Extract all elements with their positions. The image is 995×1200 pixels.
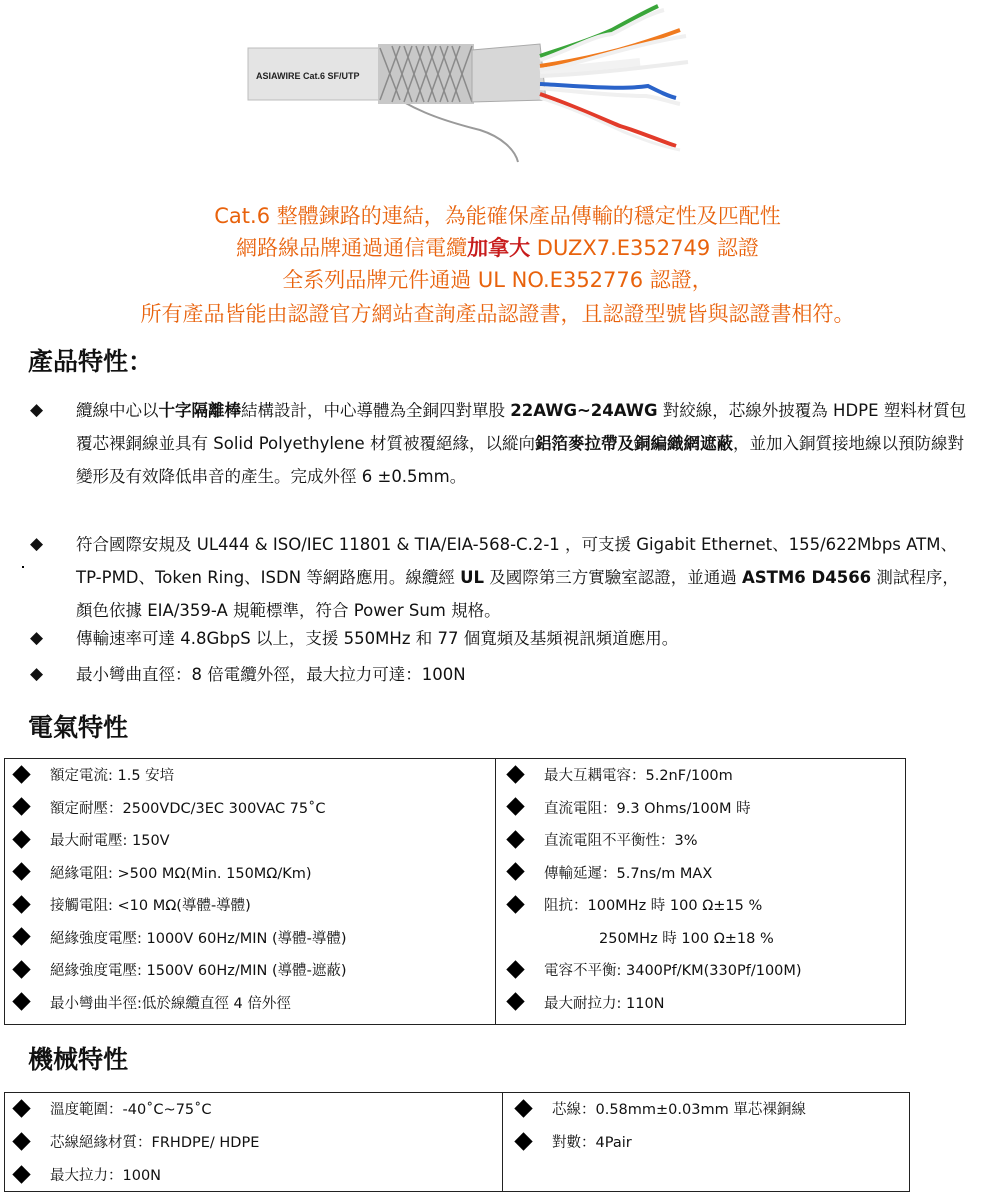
spec-row bbox=[503, 794, 751, 824]
spec-text: 額定耐壓：2500VDC/3EC 300VAC 75˚C bbox=[50, 800, 326, 817]
bullet-diamond-icon bbox=[12, 830, 30, 848]
bullet-diamond-icon bbox=[12, 797, 30, 815]
spec-row bbox=[503, 826, 698, 856]
spec-row bbox=[9, 924, 347, 954]
bullet-diamond-icon: ◆ bbox=[30, 400, 44, 420]
bullet-diamond-icon bbox=[12, 1099, 30, 1117]
spec-row bbox=[503, 989, 665, 1019]
feature-text bbox=[76, 622, 970, 655]
mechanical-heading: 機械特性 bbox=[28, 1045, 129, 1074]
bullet-diamond-icon bbox=[12, 1132, 30, 1150]
feature-item bbox=[30, 528, 970, 627]
spec-row bbox=[503, 891, 762, 921]
cert-line-2: 網路線品牌通過通信電纜加拿大 DUZX7.E352749 認證 bbox=[236, 236, 759, 260]
cable-jacket-label: ASIAWIRE Cat.6 SF/UTP bbox=[256, 71, 360, 81]
features-heading: 產品特性： bbox=[28, 347, 154, 376]
spec-text: 直流電阻不平衡性：3% bbox=[544, 833, 698, 849]
feature-item bbox=[30, 394, 970, 493]
bullet-diamond-icon bbox=[12, 862, 30, 880]
feature-text bbox=[76, 394, 970, 493]
bullet-diamond-icon bbox=[12, 765, 30, 783]
bullet-diamond-icon bbox=[506, 960, 524, 978]
spec-row bbox=[9, 1095, 212, 1125]
bullet-diamond-icon: ◆ bbox=[30, 628, 44, 648]
bullet-diamond-icon bbox=[506, 862, 524, 880]
bullet-diamond-icon bbox=[514, 1099, 532, 1117]
bullet-diamond-icon bbox=[12, 992, 30, 1010]
spec-row bbox=[9, 794, 326, 824]
bullet-diamond-icon bbox=[12, 895, 30, 913]
spec-row bbox=[503, 761, 733, 791]
spec-text: 接觸電阻: <10 MΩ(導體-導體) bbox=[50, 898, 251, 914]
spec-text: 額定電流: 1.5 安培 bbox=[50, 768, 175, 784]
feature-emphasis: 22AWG~24AWG bbox=[510, 401, 658, 420]
feature-text bbox=[76, 528, 970, 627]
electrical-heading: 電氣特性 bbox=[28, 713, 129, 742]
spec-row bbox=[503, 859, 712, 889]
spec-text: 電容不平衡: 3400Pf/KM(330Pf/100M) bbox=[544, 963, 802, 979]
spec-text: 最大互耦電容：5.2nF/100m bbox=[544, 768, 733, 784]
spec-text: 傳輸延遲：5.7ns/m MAX bbox=[544, 865, 713, 882]
bullet-diamond-icon bbox=[506, 797, 524, 815]
spec-row bbox=[511, 1095, 806, 1125]
feature-item bbox=[30, 658, 970, 691]
feature-text-segment: ，並加入銅質接地線以預防線對變形及有效降低串音的產生。完成外徑 6 ±0.5mm。 bbox=[76, 434, 964, 486]
cert-line-3: 全系列品牌元件通過 UL NO.E352776 認證， bbox=[282, 268, 713, 292]
feature-emphasis: UL bbox=[460, 568, 484, 587]
feature-text-segment: 傳輸速率可達 4.8GbpS 以上，支援 550MHz 和 77 個寬頻及基頻視訊頻道應用。 bbox=[76, 629, 679, 648]
feature-text bbox=[76, 658, 970, 691]
bullet-diamond-icon bbox=[506, 830, 524, 848]
feature-text-segment: 結構設計，中心導體為全銅四對單股 bbox=[241, 401, 511, 420]
spec-text: 芯線：0.58mm±0.03mm 單芯裸銅線 bbox=[552, 1102, 806, 1118]
spec-text: 絕緣強度電壓: 1500V 60Hz/MIN (導體-遮蔽) bbox=[50, 963, 347, 979]
cert-canada-emphasis: 加拿大 bbox=[467, 236, 531, 260]
bullet-diamond-icon bbox=[506, 992, 524, 1010]
spec-text: 250MHz 時 100 Ω±18 % bbox=[599, 930, 774, 947]
spec-text: 對數：4Pair bbox=[552, 1135, 632, 1151]
bullet-diamond-icon bbox=[506, 895, 524, 913]
stray-dot bbox=[22, 566, 24, 568]
bullet-diamond-icon: ◆ bbox=[30, 534, 44, 554]
cert-line-1: Cat.6 整體鍊路的連結，為能確保產品傳輸的穩定性及匹配性 bbox=[214, 204, 781, 228]
spec-text: 直流電阻：9.3 Ohms/100M 時 bbox=[544, 800, 751, 817]
spec-row bbox=[9, 989, 291, 1019]
spec-text: 阻抗：100MHz 時 100 Ω±15 % bbox=[544, 898, 763, 914]
spec-text: 絕緣強度電壓: 1000V 60Hz/MIN (導體-導體) bbox=[50, 930, 347, 947]
spec-text: 最大耐拉力: 110N bbox=[544, 995, 665, 1012]
spec-row bbox=[511, 1128, 632, 1158]
spec-text: 最小彎曲半徑:低於線纜直徑 4 倍外徑 bbox=[50, 995, 291, 1012]
spec-text: 絕緣電阻: >500 MΩ(Min. 150MΩ/Km) bbox=[50, 865, 312, 882]
spec-row bbox=[9, 826, 170, 856]
spec-row bbox=[9, 761, 174, 791]
bullet-diamond-icon bbox=[12, 960, 30, 978]
spec-text: 最大拉力：100N bbox=[50, 1168, 162, 1184]
wire-pair-green bbox=[540, 6, 658, 56]
spec-row bbox=[9, 1128, 259, 1158]
cable-product-image bbox=[240, 0, 720, 170]
spec-row bbox=[503, 924, 774, 954]
feature-emphasis: 鋁箔麥拉帶及銅編織網遮蔽 bbox=[534, 434, 733, 453]
mechanical-spec-table bbox=[4, 1092, 910, 1192]
spec-text: 溫度範圍：-40˚C~75˚C bbox=[50, 1102, 212, 1118]
feature-text-segment: 纜線中心以 bbox=[76, 401, 159, 420]
feature-text-segment: 符合國際安規及 UL444 & ISO/IEC 11801 & TIA/EIA-568-C.2-1 ，可支援 Gigabit Ethernet、155/622Mbps ATM、TP-PMD、Token Ring、ISDN 等網路應用。線纜經 bbox=[76, 535, 957, 587]
spec-text: 芯線絕緣材質：FRHDPE/ HDPE bbox=[50, 1135, 260, 1151]
spec-row bbox=[9, 859, 312, 889]
bullet-diamond-icon bbox=[514, 1132, 532, 1150]
wire-pair-red bbox=[540, 94, 676, 146]
feature-emphasis: 十字隔離棒 bbox=[158, 401, 241, 420]
feature-text-segment: 對絞線，芯線外披覆為 HDPE 塑料材質包覆芯裸銅線並具有 Solid Polyethylene 材質被覆絕緣，以縱向 bbox=[76, 401, 967, 453]
bullet-diamond-icon bbox=[506, 765, 524, 783]
spec-row bbox=[9, 956, 347, 986]
feature-text-segment: 測試程序，顏色依據 EIA/359-A 規範標準，符合 Power Sum 規格。 bbox=[76, 568, 959, 620]
spec-row bbox=[503, 956, 802, 986]
electrical-spec-table bbox=[4, 758, 906, 1025]
feature-text-segment: 最小彎曲直徑：8 倍電纜外徑，最大拉力可達：100N bbox=[76, 665, 466, 684]
spec-row bbox=[9, 1161, 161, 1191]
spec-row bbox=[9, 891, 251, 921]
bullet-diamond-icon bbox=[12, 1165, 30, 1183]
bullet-diamond-icon bbox=[12, 927, 30, 945]
feature-emphasis: ASTM6 D4566 bbox=[741, 568, 872, 587]
feature-text-segment: 及國際第三方實驗室認證，並通過 bbox=[483, 568, 742, 587]
bullet-diamond-icon: ◆ bbox=[30, 664, 44, 684]
cable-foil bbox=[472, 44, 546, 102]
cert-line-4: 所有產品皆能由認證官方網站查詢產品認證書，且認證型號皆與認證書相符。 bbox=[140, 302, 855, 326]
spec-text: 最大耐電壓: 150V bbox=[50, 833, 170, 849]
feature-item bbox=[30, 622, 970, 655]
